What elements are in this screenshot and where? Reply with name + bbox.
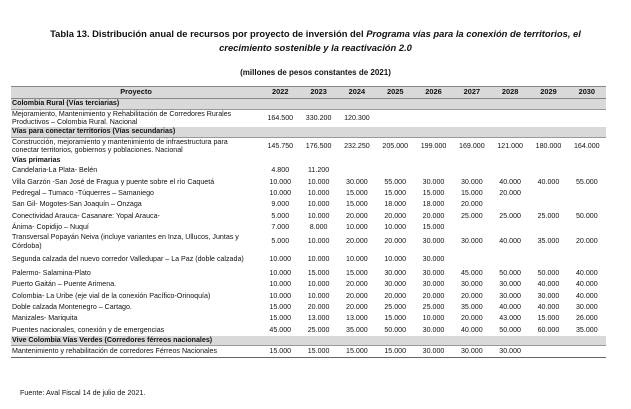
value-cell: 15.000 <box>261 346 299 358</box>
value-cell: 180.000 <box>535 141 562 150</box>
value-cell: 11.200 <box>308 166 330 175</box>
value-cell: 15.000 <box>269 303 292 312</box>
table-row <box>11 324 606 335</box>
value-cell <box>568 250 606 268</box>
value-cell: 10.000 <box>307 211 330 220</box>
value-cell <box>414 109 452 127</box>
value-cell <box>491 165 529 176</box>
value-cell: 40.000 <box>575 291 598 300</box>
column-header-year: 2027 <box>453 87 491 99</box>
project-name-cell: Segunda calzada del nuevo corredor Valledupar – La Paz (doble calzada) <box>12 254 244 263</box>
project-name-cell: Manizales- Mariquita <box>12 314 78 323</box>
table-row <box>11 188 606 199</box>
table-row <box>11 199 606 210</box>
project-name-cell: Conectividad Arauca- Casanare: Yopal Arauca- <box>12 211 160 220</box>
value-cell: 164.000 <box>573 141 600 150</box>
value-cell: 20.000 <box>499 188 521 197</box>
value-cell: 10.000 <box>269 254 292 263</box>
project-name-cell: Mantenimiento y rehabilitación de corredores Férreos Nacionales <box>11 346 261 358</box>
table-row <box>11 176 606 187</box>
value-cell: 18.000 <box>422 200 445 209</box>
project-name-cell: Mejoramiento, Mantenimiento y Rehabilitación de Corredores Rurales Productivos – Colombia Rural. Nacional <box>12 109 232 127</box>
value-cell: 50.000 <box>384 325 407 334</box>
value-cell <box>338 165 376 176</box>
value-cell: 30.000 <box>422 254 445 263</box>
value-cell: 20.000 <box>346 280 368 289</box>
value-cell: 40.000 <box>537 280 560 289</box>
project-name-cell: Doble calzada Montenegro – Cartago. <box>12 303 132 312</box>
value-cell: 164.500 <box>267 113 294 122</box>
value-cell <box>529 346 567 358</box>
value-cell: 10.000 <box>346 254 368 263</box>
project-name-cell: Puentes nacionales, conexión y de emergencias <box>12 325 165 334</box>
value-cell: 20.000 <box>422 291 445 300</box>
table-title-line-1 <box>10 27 621 41</box>
project-name-cell: Villa Garzón -San José de Fragua y puente sobre el río Caquetá <box>12 177 215 186</box>
value-cell: 50.000 <box>499 269 521 278</box>
value-cell: 15.000 <box>384 188 407 197</box>
value-cell: 20.000 <box>460 291 483 300</box>
table-row <box>11 165 606 176</box>
value-cell: 8.000 <box>309 222 328 231</box>
value-cell <box>568 165 606 176</box>
value-cell: 15.000 <box>376 346 414 358</box>
value-cell: 30.000 <box>537 291 560 300</box>
value-cell: 35.000 <box>346 325 368 334</box>
column-header-project: Proyecto <box>11 87 261 99</box>
value-cell <box>568 109 606 127</box>
value-cell: 15.000 <box>299 346 337 358</box>
column-header-year: 2023 <box>299 87 337 99</box>
value-cell: 20.000 <box>384 291 407 300</box>
value-cell: 20.000 <box>346 237 368 246</box>
value-cell: 35.000 <box>575 325 598 334</box>
value-cell: 40.000 <box>499 177 521 186</box>
table-row <box>11 346 606 358</box>
value-cell: 20.000 <box>384 237 407 246</box>
table-row <box>11 279 606 290</box>
table-header-row <box>11 87 606 99</box>
value-cell: 15.000 <box>384 314 407 323</box>
value-cell: 199.000 <box>420 141 447 150</box>
value-cell: 20.000 <box>346 303 368 312</box>
value-cell: 5.000 <box>271 211 290 220</box>
value-cell: 40.000 <box>499 237 521 246</box>
value-cell: 40.000 <box>575 280 598 289</box>
value-cell: 15.000 <box>460 188 483 197</box>
section-row <box>11 99 606 110</box>
value-cell <box>529 188 567 199</box>
value-cell <box>529 165 567 176</box>
project-name-cell: San Gil- Mogotes-San Joaquín – Onzaga <box>12 200 142 209</box>
value-cell: 10.000 <box>269 177 292 186</box>
value-cell: 30.000 <box>384 269 407 278</box>
table-row <box>11 268 606 279</box>
value-cell: 35.000 <box>537 237 560 246</box>
value-cell: 30.000 <box>491 346 529 358</box>
value-cell <box>453 165 491 176</box>
value-cell <box>568 221 606 232</box>
resources-table <box>11 86 606 358</box>
value-cell: 25.000 <box>499 211 521 220</box>
column-header-year: 2025 <box>376 87 414 99</box>
value-cell: 30.000 <box>422 269 445 278</box>
value-cell: 55.000 <box>384 177 407 186</box>
value-cell: 15.000 <box>338 346 376 358</box>
value-cell: 120.300 <box>344 113 370 122</box>
table-row <box>11 290 606 301</box>
value-cell: 10.000 <box>384 222 407 231</box>
value-cell: 26.000 <box>575 314 598 323</box>
value-cell: 30.000 <box>422 237 445 246</box>
table-row <box>11 250 606 268</box>
project-name-cell: Puerto Gaitán – Puente Arimena. <box>12 280 117 289</box>
value-cell: 13.000 <box>307 314 330 323</box>
value-cell <box>529 250 567 268</box>
value-cell: 25.000 <box>422 303 445 312</box>
table-title <box>10 27 621 54</box>
value-cell: 10.000 <box>307 280 330 289</box>
value-cell <box>491 250 529 268</box>
value-cell: 20.000 <box>460 314 483 323</box>
section-row <box>11 336 606 346</box>
value-cell: 20.000 <box>307 303 330 312</box>
column-header-year: 2030 <box>568 87 606 99</box>
subsection-label: Vías primarias <box>12 155 61 164</box>
subsection-row <box>11 155 606 165</box>
value-cell: 10.000 <box>422 314 445 323</box>
value-cell: 145.750 <box>267 141 294 150</box>
value-cell: 10.000 <box>307 254 330 263</box>
value-cell: 20.000 <box>422 211 445 220</box>
value-cell: 15.000 <box>422 188 445 197</box>
value-cell: 5.000 <box>271 237 290 246</box>
value-cell: 40.000 <box>575 269 598 278</box>
value-cell: 15.000 <box>537 314 560 323</box>
value-cell: 121.000 <box>497 141 523 150</box>
value-cell: 10.000 <box>307 177 330 186</box>
value-cell: 30.000 <box>414 346 452 358</box>
value-cell: 15.000 <box>346 269 368 278</box>
project-name-cell: Candelaria-La Plata- Belén <box>12 166 98 175</box>
value-cell: 60.000 <box>537 325 560 334</box>
value-cell: 25.000 <box>537 211 560 220</box>
value-cell: 30.000 <box>422 325 445 334</box>
value-cell: 25.000 <box>307 325 330 334</box>
value-cell: 20.000 <box>346 291 368 300</box>
value-cell: 40.000 <box>460 325 483 334</box>
value-cell: 55.000 <box>575 177 598 186</box>
value-cell <box>568 346 606 358</box>
value-cell: 50.000 <box>537 269 560 278</box>
value-cell <box>491 109 529 127</box>
table-row <box>11 109 606 127</box>
value-cell: 10.000 <box>307 291 330 300</box>
section-label: Colombia Rural (Vías terciarias) <box>11 99 606 110</box>
value-cell: 45.000 <box>460 269 483 278</box>
value-cell: 10.000 <box>346 222 368 231</box>
value-cell: 50.000 <box>575 211 598 220</box>
value-cell: 330.200 <box>305 113 332 122</box>
source-footnote: Fuente: Aval Fiscal 14 de julio de 2021. <box>20 388 146 397</box>
table-row <box>11 221 606 232</box>
table-units: (millones de pesos constantes de 2021) <box>240 68 391 77</box>
value-cell <box>491 221 529 232</box>
value-cell: 50.000 <box>499 325 521 334</box>
value-cell: 25.000 <box>384 303 407 312</box>
value-cell: 20.000 <box>384 211 407 220</box>
value-cell <box>453 221 491 232</box>
value-cell <box>376 165 414 176</box>
column-header-year: 2024 <box>338 87 376 99</box>
value-cell: 18.000 <box>384 200 407 209</box>
project-name-cell: Palermo- Salamina-Plato <box>12 269 91 278</box>
table-row <box>11 233 606 251</box>
value-cell: 15.000 <box>422 222 445 231</box>
section-label: Vías para conectar territorios (Vías secundarias) <box>11 127 606 137</box>
value-cell: 15.000 <box>307 269 330 278</box>
project-name-cell: Construcción, mejoramiento y mantenimiento de infraestructura para conectar territorios, gobiernos y poblaciones. Nacional <box>12 137 228 155</box>
value-cell: 30.000 <box>453 346 491 358</box>
title-program-name: Programa vías para la conexión de territorios, el <box>366 28 581 39</box>
value-cell: 10.000 <box>269 280 292 289</box>
value-cell: 10.000 <box>269 188 292 197</box>
value-cell: 176.500 <box>305 141 332 150</box>
value-cell: 232.250 <box>344 141 370 150</box>
value-cell: 30.000 <box>460 237 483 246</box>
value-cell: 30.000 <box>422 280 445 289</box>
section-row <box>11 127 606 137</box>
value-cell: 40.000 <box>499 303 521 312</box>
value-cell <box>568 199 606 210</box>
section-label: Vive Colombia Vías Verdes (Corredores férreos nacionales) <box>11 336 606 346</box>
value-cell: 30.000 <box>499 291 521 300</box>
value-cell <box>414 165 452 176</box>
value-cell: 15.000 <box>346 188 368 197</box>
value-cell: 13.000 <box>346 314 368 323</box>
value-cell: 4.800 <box>271 166 290 175</box>
value-cell: 9.000 <box>271 200 290 209</box>
value-cell: 30.000 <box>460 177 483 186</box>
value-cell: 30.000 <box>460 280 483 289</box>
value-cell: 20.000 <box>346 211 368 220</box>
value-cell: 169.000 <box>459 141 485 150</box>
project-name-cell: Pedregal – Tumaco -Túquerres – Samaniego <box>12 188 154 197</box>
title-prefix: Tabla 13. Distribución anual de recursos por proyecto de inversión del <box>50 28 367 39</box>
value-cell <box>568 188 606 199</box>
project-name-cell: Transversal Popayán Neiva (incluye variantes en Inza, Ullucos, Juntas y Córdoba) <box>12 232 239 250</box>
value-cell: 30.000 <box>499 280 521 289</box>
value-cell: 25.000 <box>460 211 483 220</box>
value-cell: 43.000 <box>499 314 521 323</box>
table-title-line-2: crecimiento sostenible y la reactivación 2.0 <box>219 41 412 53</box>
value-cell: 40.000 <box>537 303 560 312</box>
column-header-year: 2026 <box>414 87 452 99</box>
value-cell: 30.000 <box>346 177 368 186</box>
value-cell <box>529 221 567 232</box>
column-header-year: 2028 <box>491 87 529 99</box>
column-header-year: 2022 <box>261 87 299 99</box>
value-cell: 10.000 <box>307 200 330 209</box>
value-cell: 10.000 <box>307 188 330 197</box>
value-cell <box>376 109 414 127</box>
value-cell <box>529 109 567 127</box>
value-cell: 15.000 <box>269 314 292 323</box>
project-name-cell: Ánima- Copidijo – Nuquí <box>12 222 89 231</box>
value-cell: 205.000 <box>382 141 409 150</box>
value-cell: 40.000 <box>537 177 560 186</box>
value-cell <box>453 250 491 268</box>
value-cell: 7.000 <box>271 222 290 231</box>
value-cell <box>529 199 567 210</box>
value-cell: 20.000 <box>575 237 598 246</box>
table-row <box>11 210 606 221</box>
value-cell: 10.000 <box>307 237 330 246</box>
value-cell: 10.000 <box>269 291 292 300</box>
value-cell: 45.000 <box>269 325 292 334</box>
table-row <box>11 313 606 324</box>
value-cell: 15.000 <box>346 200 368 209</box>
value-cell: 30.000 <box>422 177 445 186</box>
table-row <box>11 302 606 313</box>
value-cell <box>491 199 529 210</box>
table-row <box>11 137 606 155</box>
value-cell: 10.000 <box>269 269 292 278</box>
value-cell: 10.000 <box>384 254 407 263</box>
table-body <box>11 99 606 358</box>
value-cell: 30.000 <box>384 280 407 289</box>
value-cell <box>453 109 491 127</box>
value-cell: 35.000 <box>460 303 483 312</box>
column-header-year: 2029 <box>529 87 567 99</box>
value-cell: 30.000 <box>575 303 598 312</box>
project-name-cell: Colombia- La Uribe (eje vial de la conexión Pacífico-Orinoquía) <box>12 291 211 300</box>
value-cell: 20.000 <box>460 200 483 209</box>
